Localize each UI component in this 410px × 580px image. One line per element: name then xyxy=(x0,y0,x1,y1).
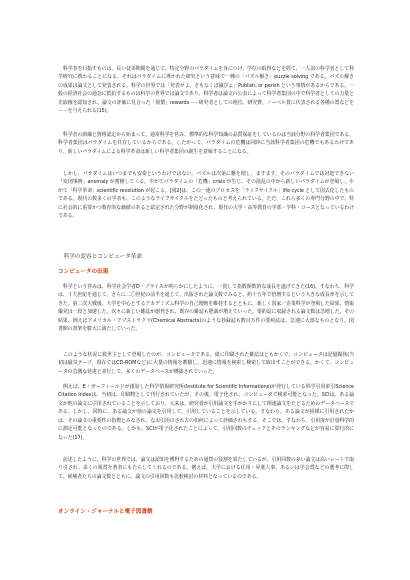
paragraph-scientific-community: 科学者の訓練と資格認定から始まって、通常科学を営み、標準的な科学知識の品質保証をしているのは当該分野の科学者集団である。科学者集団はパラダイムを共有しているからである。したがって、パラダイムの危機は同時に当該科学者集団の危機でもあるわけであり、新しいパラダイムによる科学革命は新しい科学者集団の誕生を意味することになる。 xyxy=(58,132,354,155)
paragraph-computer-savior: このような状況に救世主として登場したのが、コンピュータである。紙に印刷された雑誌はともかくで、コンピュータは記憶媒体(当初は磁気テープ、現在ではCD-ROMなど)に大量の情報を蓄積し、迅速に情報を検索し検索して取出すことができる。かくて、コンピュータの急激な発達と並行して、多くのデータベースが構築されていった。 xyxy=(58,352,354,375)
subheading-computer-emergence: コンピュータの出現 xyxy=(58,269,109,275)
section-heading-science-and-computer-revolution: 科学の変容とコンピュータ革命 xyxy=(58,254,142,260)
paragraph-citation-currency: 前述したように、科学の世界では、論文は認知を獲得するための通貨の役割を果たしているが、引用回数の多い論文は高いレートで取り引され、多くの報賞を著者にもたらしてくれるのである。例えば、大学における任用・昇進人事、あるいは学会賞などの選考に際して、候補者たちの論文数とともに、論文の引用回数も比較検討の材料となっているのである。 xyxy=(58,457,354,480)
paragraph-paradigm-life-cycle: しかし、パラダイムはいつまでも安泰というわけではない。パズルは次第に難を増し、ますます、そのパラダイムでは対処できない「変則事例」anomaly が蓄積してくる。やがてパラダイムの「危機」crisis が生じ、その混乱の中から新しいパラダイムが登場し、やがて「科学革命」scientific revolution が起こる。[図2]は、この一連のプロセスを「ライフサイクル」life cycle として図式化したものである。現代の数多くの学者も、このようなライフサイクルをたどったものと考えられている。ただ、これら多くの専門分野の中で、特に社会的に重要かつ教育的な価値のあると認定された分野が制度化され、現代の大学・高等教育の学部・学科・コースとなっているわけである。 xyxy=(58,171,354,220)
paragraph-science-citation-index: 例えば、E・ガーフィールドが創設した科学情報研究所(Institute for Scientific Informations)が発行している科学引用索引Science Citation Indexは、当初は、印刷物として刊行されていたが、その後、電子化され、コンピュータで検索可能となった。SCIは、ある論文が他の論文に引用されていることを示しており、元来は、研究者が引用論文を手がかりにして関連論文をたどるためのデータベースである。しかし、同時に、ある論文が他の論文を引用して、引用していることを示している。すなわち、ある論文が同様に引用されたかは、その論文の重要性の指標とみなされ、なお引用のされ方の如何によって評価されもする。そこでは、すなわち、引用度が計量科学的に測定可能となったのである。しかも、SCIが電子化されたことによって、引用回数のチェックとそのランキングなどが容易に算行的になった(17)。 xyxy=(58,384,354,441)
paragraph-puzzle-solving: 科学者を目指すものは、長い徒弟期間を通じて、特定分野のパラダイムを身につけ、学位の取得などを經て、一人前の科学者として科学研究に携わることになる。それはパラダイムに導かれた研究という意味で一種の「パズル解き」puzzle solving である。パズル解きの成果は論文として発表される。科学の世界では「発表せよ、さもなくば滅びよ」Publish, or perish という事情があるからである。一般の経済社会の通念に抵抗するものは科学の世界では論文であり、科学者は論文の公表によって科学者集団の中で科学者としての力量と先取権を認知され、論文の評価に見合った「報償」rewards－－研究者としての地位、研究費、ノーベル賞に代表される各種の賞などを－－を与えられる(15)。 xyxy=(58,66,354,115)
subheading-online-journals-and-digital-library: オンライン・ジャーナルと電子図書館 xyxy=(58,509,153,515)
paragraph-exponential-growth: 科学という営みは、科学社会学者D・プライスが明らかにしたように、一貫して指数関数的な成長を遂げてきた(16)。すなわち、科学は、十九世紀を通じて、さらに二〇世紀の前半を通じて、出版された論文数でみると、約十五年で倍増するという大きな成長率を示してきた。第二次大戦後、大学を中心とするアカデミズム科学の自己増殖を維持するとともに、新しく国家／企業科学が登場した結果、情報爆発は一段と加速した。次々に新しい雑誌が創刊され、既存の雑誌も肥満が増えていった。要約誌に収録される論文数は急増した。その結果、例えばアメリカル・アブストラクツ(Chemical Abstracts)のような抄録誌も数百万件の要約誌は、急速に大部なものとなり、図書館の書架を膨大に満たしていった。 xyxy=(58,284,354,333)
